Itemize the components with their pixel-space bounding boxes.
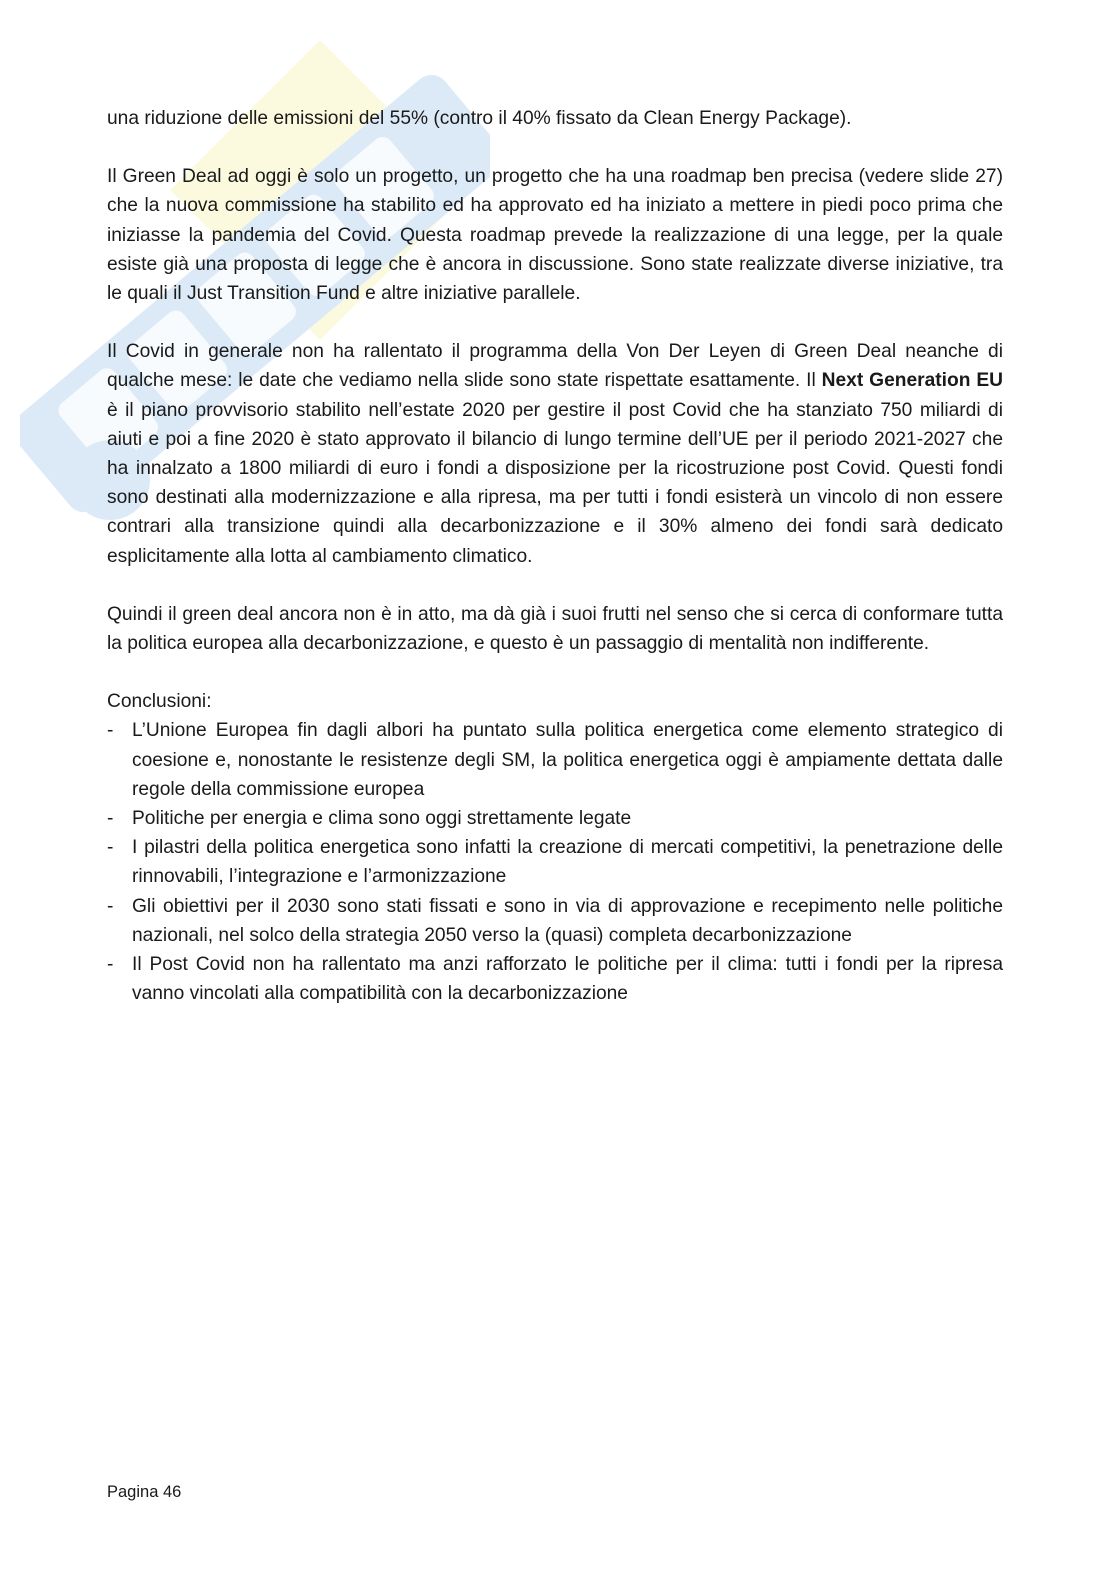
list-item-text: I pilastri della politica energetica sono infatti la creazione di mercati competitivi, la penetrazione delle rinnovabili, l’integrazione e l’armonizzazione: [132, 837, 1003, 888]
dash-bullet-icon: -: [107, 720, 114, 742]
list-item: [107, 833, 1003, 891]
list-item-text: Gli obiettivi per il 2030 sono stati fissati e sono in via di approvazione e recepimento nelle politiche nazionali, nel solco della strategia 2050 verso la (quasi) completa decarbonizzazione: [132, 895, 1003, 946]
list-item: [107, 716, 1003, 804]
paragraph-covid-next-generation: [107, 337, 1003, 571]
paragraph-emissions: una riduzione delle emissioni del 55% (contro il 40% fissato da Clean Energy Package).: [107, 108, 852, 129]
dash-bullet-icon: -: [107, 837, 114, 859]
paragraph-green-deal-results: Quindi il green deal ancora non è in atto, ma dà già i suoi frutti nel senso che si cerca di conformare tutta la politica europea alla decarbonizzazione, e questo è un passaggio di mentalità non indifferente.: [107, 603, 1003, 655]
paragraph-covid-text-start: Il Covid in generale non ha rallentato il programma della Von Der Leyen di Green Deal neanche di qualche mese: le date che vediamo nella slide sono state rispettate esattamente. Il: [107, 341, 1003, 392]
list-item: [107, 950, 1003, 1008]
conclusions-heading: Conclusioni:: [107, 691, 212, 713]
list-item-text: Il Post Covid non ha rallentato ma anzi rafforzato le politiche per il clima: tutti i fondi per la ripresa vanno vincolati alla compatibilità con la decarbonizzazione: [132, 954, 1003, 1005]
list-item: [107, 892, 1003, 950]
paragraph-green-deal-roadmap: Il Green Deal ad oggi è solo un progetto, un progetto che ha una roadmap ben precisa (vedere slide 27) che la nuova commissione ha stabilito ed ha approvato ed ha iniziato a mettere in piedi poco prima che iniziasse la pandemia del Covid. Questa roadmap prevede la realizzazione di una legge, per la quale esiste già una proposta di legge che è ancora in discussione. Sono state realizzate diverse iniziative, tra le quali il Just Transition Fund e altre iniziative parallele.: [107, 166, 1003, 305]
dash-bullet-icon: -: [107, 895, 114, 917]
next-generation-eu-term: Next Generation EU: [821, 370, 1004, 392]
paragraph-covid-text-end: è il piano provvisorio stabilito nell’estate 2020 per gestire il post Covid che ha stanziato 750 miliardi di aiuti e poi a fine 2020 è stato approvato il bilancio di lungo termine dell’UE per il periodo 2021-2027 che ha innalzato a 1800 miliardi di euro i fondi a disposizione per la ricostruzione post Covid. Questi fondi sono destinati alla modernizzazione e alla ripresa, ma per tutti i fondi esisterà un vincolo di non essere contrari alla transizione quindi alla decarbonizzazione e il 30% almeno dei fondi sarà dedicato esplicitamente alla lotta al cambiamento climatico.: [107, 399, 1003, 567]
list-item-text: Politiche per energia e clima sono oggi strettamente legate: [132, 808, 632, 830]
document-body: [107, 104, 1003, 1008]
conclusions-list: [107, 716, 1003, 1008]
dash-bullet-icon: -: [107, 954, 114, 976]
dash-bullet-icon: -: [107, 808, 114, 830]
list-item-text: L’Unione Europea fin dagli albori ha puntato sulla politica energetica come elemento strategico di coesione e, nonostante le resistenze degli SM, la politica energetica oggi è ampiamente dettata dalle regole della commissione europea: [132, 720, 1003, 800]
page-number: Pagina 46: [107, 1483, 182, 1501]
list-item: [107, 804, 1003, 833]
